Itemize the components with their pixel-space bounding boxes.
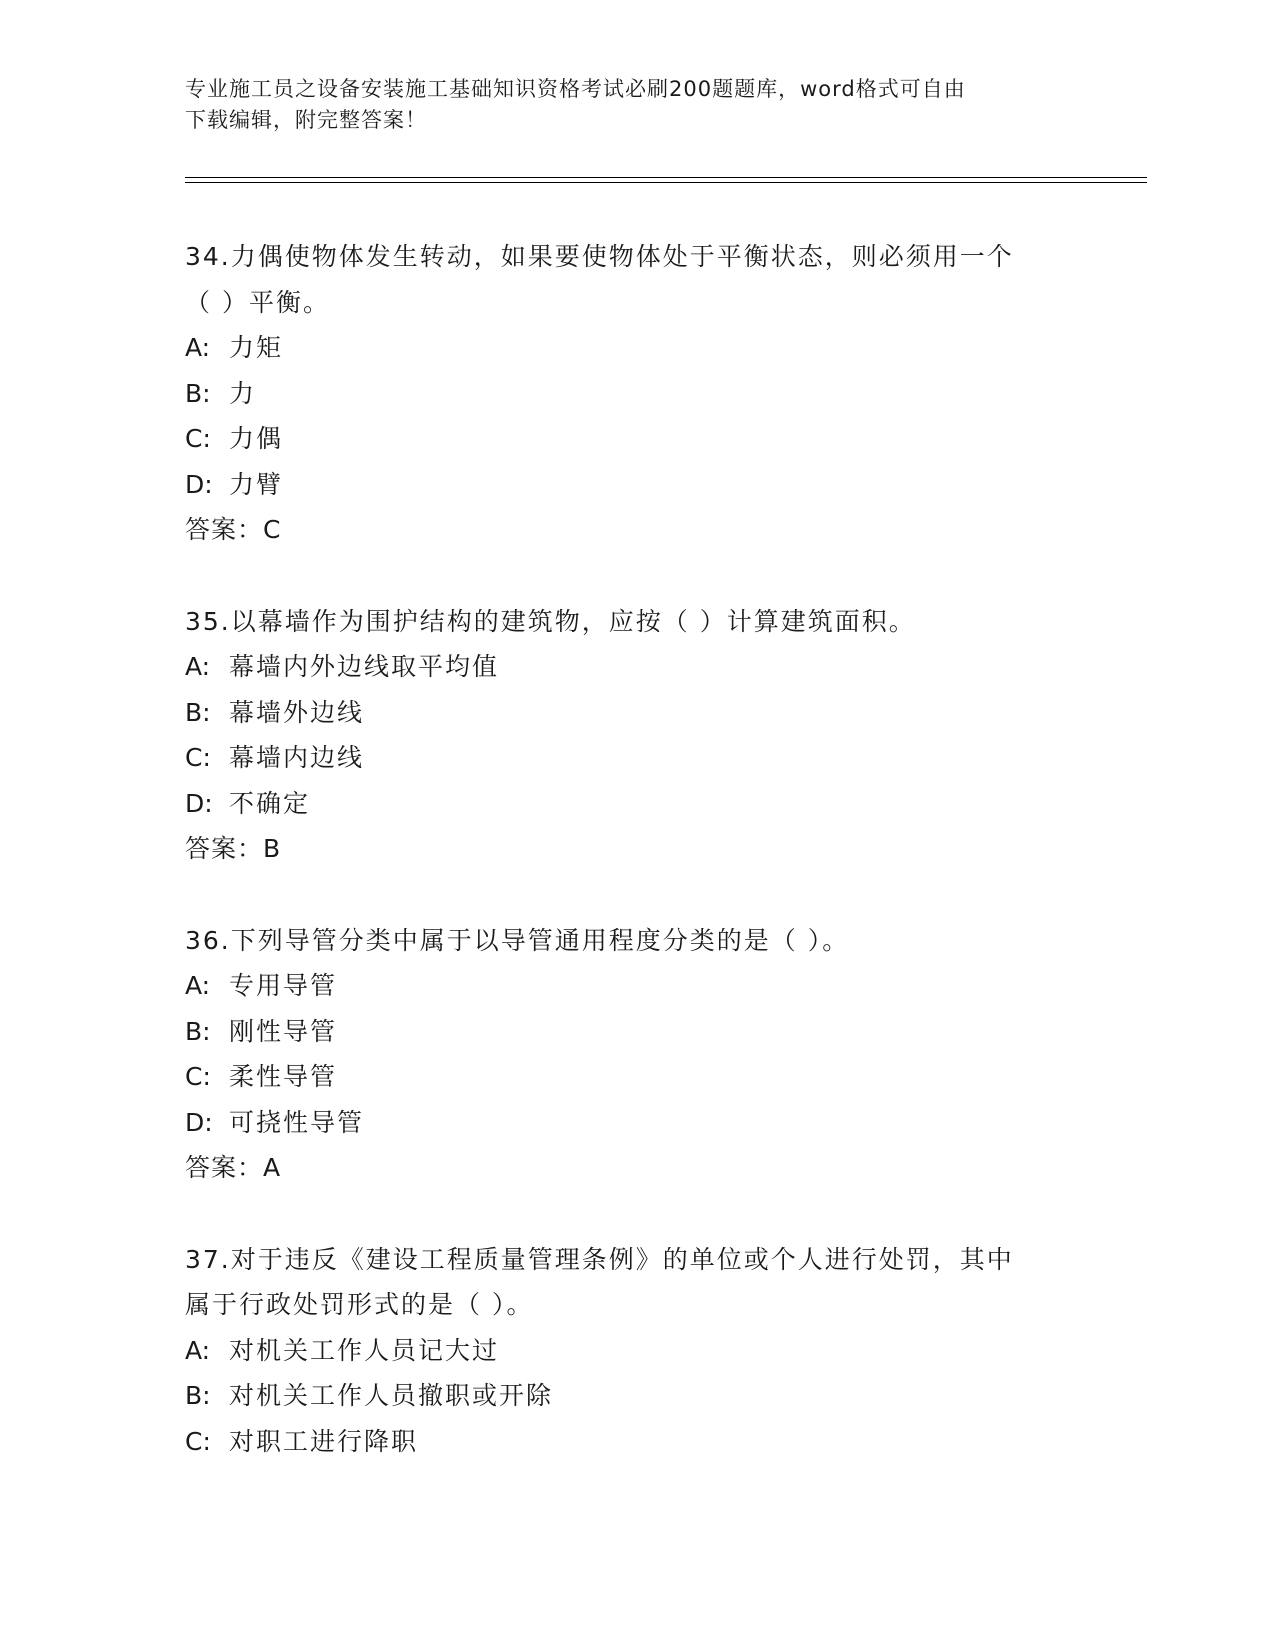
- option-letter: D:: [185, 788, 213, 818]
- option-text: 专用导管: [229, 971, 338, 1000]
- option-letter: B:: [185, 697, 211, 727]
- option-b: [185, 371, 1085, 417]
- option-c: [185, 1419, 1085, 1465]
- header-line-1: 专业施工员之设备安装施工基础知识资格考试必刷200题题库，word格式可自由: [185, 77, 966, 101]
- option-d: [185, 781, 1085, 827]
- answer-value: B: [263, 834, 283, 863]
- question-text: 35.以幕墙作为围护结构的建筑物，应按（ ）计算建筑面积。: [185, 606, 916, 636]
- option-letter: B:: [185, 1381, 211, 1410]
- header-line-2: 下载编辑，附完整答案！: [185, 108, 427, 132]
- option-text: 对机关工作人员记大过: [229, 1335, 500, 1365]
- question-text-cont: 属于行政处罚形式的是（ ）。: [185, 1290, 534, 1319]
- option-text: 刚性导管: [229, 1016, 338, 1046]
- option-letter: C:: [185, 743, 211, 772]
- header-rule-bottom: [185, 182, 1147, 183]
- option-text: 力偶: [229, 424, 284, 453]
- option-letter: A:: [185, 971, 211, 1000]
- option-text: 幕墙内边线: [229, 743, 365, 772]
- answer-value: A: [263, 1153, 283, 1182]
- option-d: [185, 1100, 1085, 1146]
- question-list: [185, 234, 1085, 1510]
- option-text: 幕墙外边线: [229, 697, 365, 727]
- option-text: 力臂: [229, 469, 284, 499]
- option-text: 不确定: [229, 788, 311, 818]
- question-35: [185, 599, 1085, 872]
- option-text: 力: [229, 378, 257, 408]
- option-letter: A:: [185, 652, 211, 681]
- header-rule-top: [185, 177, 1147, 178]
- option-letter: D:: [185, 469, 213, 499]
- option-letter: B:: [185, 1016, 211, 1046]
- answer: [185, 507, 1085, 553]
- option-text: 幕墙内外边线取平均值: [229, 652, 500, 681]
- option-letter: C:: [185, 424, 211, 453]
- option-text: 对机关工作人员撤职或开除: [229, 1381, 554, 1410]
- option-b: [185, 1373, 1085, 1419]
- option-a: [185, 1328, 1085, 1374]
- option-text: 对职工进行降职: [229, 1426, 419, 1456]
- option-c: [185, 735, 1085, 781]
- option-d: [185, 462, 1085, 508]
- answer-label: 答案：: [185, 834, 264, 863]
- answer: [185, 1145, 1085, 1191]
- question-text: 36.下列导管分类中属于以导管通用程度分类的是（ ）。: [185, 925, 850, 955]
- option-letter: D:: [185, 1107, 213, 1137]
- option-letter: A:: [185, 333, 211, 362]
- option-c: [185, 1054, 1085, 1100]
- option-a: [185, 963, 1085, 1009]
- option-letter: C:: [185, 1426, 211, 1456]
- option-c: [185, 416, 1085, 462]
- question-text: 34.力偶使物体发生转动，如果要使物体处于平衡状态，则必须用一个: [185, 242, 1014, 271]
- option-text: 力矩: [229, 333, 284, 362]
- answer-value: C: [263, 515, 283, 544]
- option-b: [185, 1009, 1085, 1055]
- question-text: 37.对于违反《建设工程质量管理条例》的单位或个人进行处罚，其中: [185, 1244, 1014, 1274]
- answer-label: 答案：: [185, 1153, 264, 1182]
- option-letter: C:: [185, 1062, 211, 1091]
- question-text-cont: （ ）平衡。: [185, 287, 330, 317]
- option-a: [185, 325, 1085, 371]
- answer-label: 答案：: [185, 515, 264, 544]
- document-header: [185, 74, 1085, 136]
- option-letter: B:: [185, 378, 211, 408]
- answer: [185, 826, 1085, 872]
- question-37: [185, 1237, 1085, 1465]
- option-text: 柔性导管: [229, 1062, 338, 1091]
- option-a: [185, 644, 1085, 690]
- question-34: [185, 234, 1085, 553]
- option-text: 可挠性导管: [229, 1107, 365, 1137]
- question-36: [185, 918, 1085, 1191]
- option-b: [185, 690, 1085, 736]
- option-letter: A:: [185, 1335, 211, 1365]
